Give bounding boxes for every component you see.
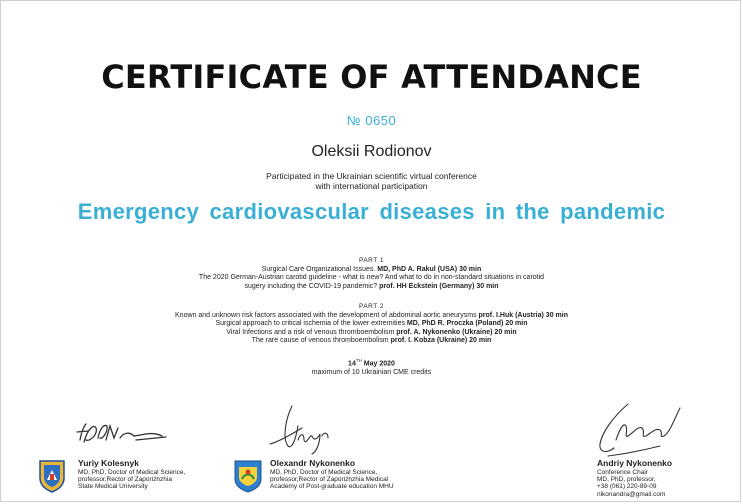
part-2-line-3: Viral Infections and a risk of venous thromboembolism prof. A. Nykonenko (Ukraine) 20 min (226, 328, 517, 336)
part-1-line-3: sugery including the COVID-19 pandemic? prof. HH Eckstein (Germany) 30 min (244, 282, 499, 290)
part-2-line-1: Known and unknown risk factors associated with the development of abdominal aortic aneurysms prof. I.Huk (Austria) 30 min (175, 311, 568, 319)
cme-credits: maximum of 10 Ukrainian CME credits (311, 369, 432, 377)
signature-o-nykonenko (262, 398, 352, 458)
university-crest-icon (37, 458, 67, 494)
signer-1-line-3: State Medical University (78, 483, 148, 491)
certificate-number: № 0650 (346, 113, 397, 128)
signer-2 (270, 458, 394, 491)
participation-line-1: Participated in the Ukrainian scientific virtual conference (266, 171, 477, 181)
signer-1-line-1: MD, PhD, Doctor of Medical Science, (78, 469, 186, 476)
signer-2-line-1: MD, PhD, Doctor of Medical Science, (270, 469, 378, 476)
conference-date (0, 356, 743, 377)
signer-3-email: nikonandra@gmail.com (597, 490, 666, 498)
program-part-1 (0, 257, 743, 291)
recipient-name: Oleksii Rodionov (311, 143, 432, 160)
part-1-label: PART 1 (358, 257, 385, 264)
date-line: 14TH May 2020 (348, 358, 395, 368)
program-part-2 (0, 303, 743, 346)
signer-3-line-1: Conference Chair (597, 469, 648, 476)
signer-2-line-2: professor,Rector of Zaporizhzhia Medical (270, 476, 389, 484)
signer-1-line-2: professor,Rector of Zaporizhzhia (78, 476, 172, 484)
signer-2-line-3: Academy of Post-graduate education MHU (270, 483, 394, 491)
academy-crest-icon (233, 459, 263, 493)
signer-1 (78, 458, 185, 491)
signer-3-line-2: MD, PhD, professor, (597, 476, 656, 484)
conference-title: Emergency cardiovascular diseases in the pandemic (77, 199, 666, 224)
part-2-label: PART 2 (358, 303, 385, 310)
participation-line-2: with international participation (315, 181, 428, 191)
certificate-title: CERTIFICATE OF ATTENDANCE (101, 58, 642, 96)
part-2-line-2: Surgical approach to critical ischemia of the lower extremities MD, PhD R. Proczka (Poland) 20 min (215, 320, 528, 327)
signer-3-name: Andriy Nykonenko (597, 458, 673, 468)
part-2-line-4: The rare cause of venous thromboembolism prof. I. Kobza (Ukraine) 20 min (251, 337, 492, 344)
part-1-line-1: Surgical Care Organizational Issues. MD, PhD A. Rakul (USA) 30 min (261, 265, 482, 273)
signer-1-name: Yuriy Kolesnyk (78, 458, 139, 468)
participation-statement (0, 171, 743, 191)
signature-kolesnyk (74, 418, 174, 450)
signer-3 (597, 458, 672, 498)
part-1-line-2: The 2020 German-Austrian carotid guideline - what is new? And what to do in non-standard situations in carotid (198, 274, 545, 281)
signature-a-nykonenko (594, 398, 686, 460)
signer-2-name: Olexandr Nykonenko (270, 458, 356, 468)
signer-3-line-3: +38 (061) 220-89-09 (597, 483, 657, 491)
